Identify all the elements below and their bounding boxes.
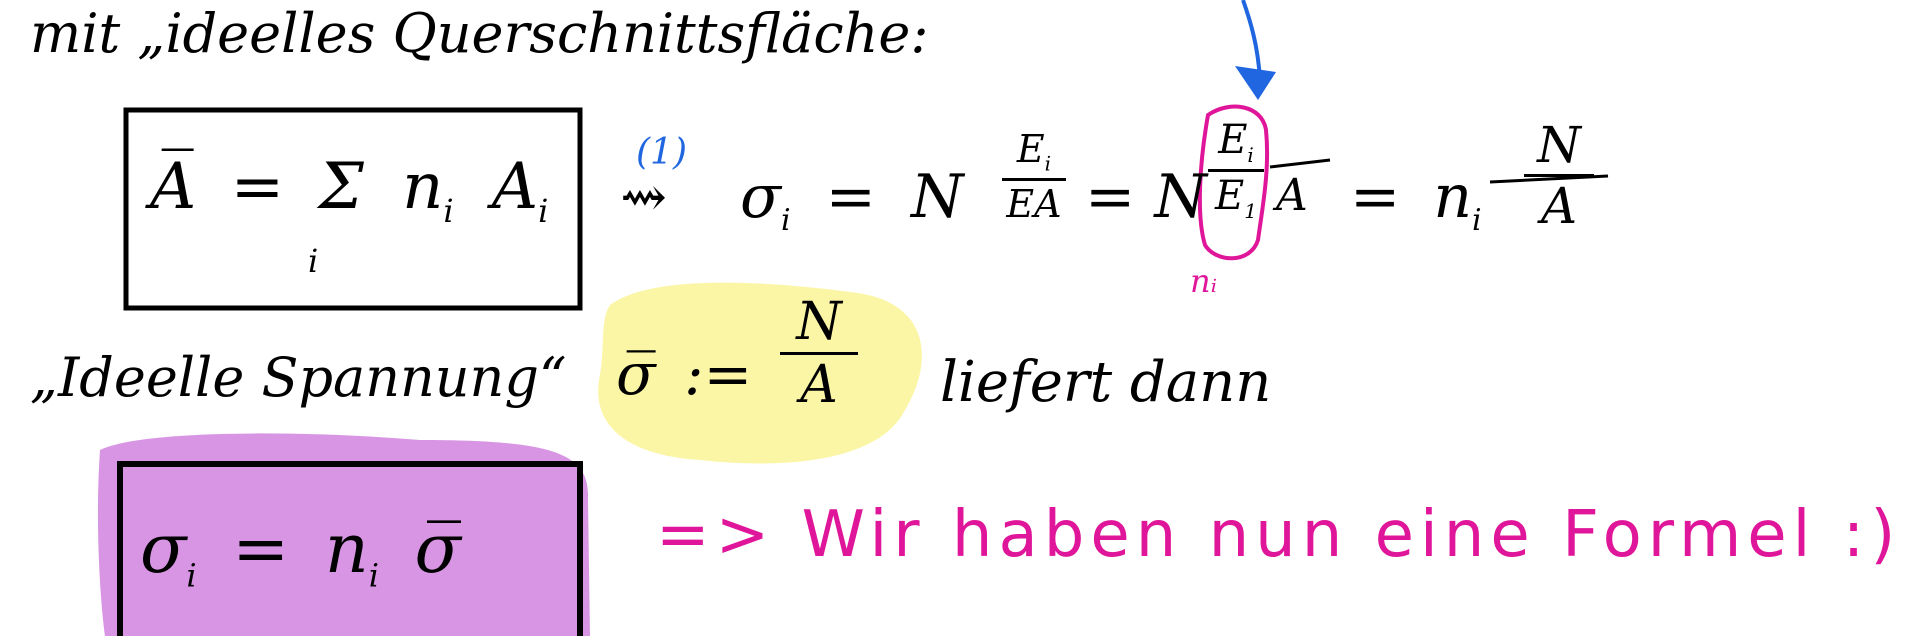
n-3-sub: i	[1472, 203, 1482, 238]
result-n: n	[324, 510, 369, 589]
eq-1: =	[825, 162, 876, 232]
ideal-stress-label: „Ideelle Spannung“	[30, 346, 567, 409]
result-formula	[140, 510, 461, 595]
ideal-frac-num: N	[796, 292, 842, 352]
result-n-sub: i	[368, 556, 379, 595]
fraction-Ei-over-E1	[1208, 117, 1264, 223]
area-formula	[150, 150, 548, 230]
equation-reference: (1)	[636, 132, 687, 173]
def-symbol: :=	[684, 340, 753, 408]
frac2-num: E	[1218, 117, 1248, 163]
frac2-num-sub: i	[1247, 143, 1254, 167]
fraction-N-over-A	[1524, 116, 1594, 235]
N-1: N	[911, 162, 964, 232]
frac2-den: E	[1215, 173, 1245, 219]
area-bar-symbol: A̅	[150, 150, 197, 224]
sigma-sub: i	[780, 203, 791, 238]
result-eq: =	[232, 510, 290, 589]
eq-3: =	[1350, 162, 1401, 232]
term-n: n	[402, 150, 444, 224]
sum-symbol: Σ	[318, 150, 364, 224]
frac2-A-bar: A	[1276, 170, 1308, 221]
result-sigma-bar: σ̅	[414, 510, 461, 589]
area-eq: =	[230, 150, 285, 224]
eq-N-2	[1085, 162, 1207, 232]
term-area-sub: i	[538, 191, 549, 230]
frac1-num: E	[1016, 127, 1045, 171]
frac2-den-sub: 1	[1244, 199, 1257, 223]
ideal-stress-def	[616, 340, 752, 408]
ideal-sigma-bar: σ̅	[616, 340, 656, 408]
leads-to-arrow: ⇝	[620, 165, 667, 230]
frac1-den: EA	[1006, 181, 1062, 226]
eq-2: =	[1085, 162, 1136, 232]
n-i-annotation: nᵢ	[1190, 262, 1218, 300]
frac1-num-sub: i	[1044, 151, 1052, 176]
sigma-symbol: σ	[740, 162, 781, 232]
ideal-stress-fraction	[780, 292, 858, 415]
N-2: N	[1154, 162, 1207, 232]
heading: mit „ideelles Querschnittsfläche:	[30, 2, 929, 65]
term-area: A	[491, 150, 539, 224]
derivation-sigma	[740, 162, 964, 238]
comment-text: => Wir haben nun eine Formel :)	[656, 498, 1902, 572]
n-3: n	[1433, 162, 1473, 232]
fraction-Ei-over-EA	[1002, 127, 1066, 226]
result-sigma-sub: i	[186, 556, 197, 595]
eq-n-3	[1350, 162, 1482, 238]
sum-index: i	[308, 242, 319, 280]
ideal-frac-den: A	[800, 355, 838, 415]
result-sigma: σ	[140, 510, 187, 589]
ideal-stress-after: liefert dann	[940, 350, 1272, 415]
term-n-sub: i	[443, 191, 454, 230]
blue-arrowhead	[1235, 66, 1276, 100]
frac3-den: A	[1540, 177, 1578, 235]
frac3-num: N	[1537, 116, 1581, 174]
